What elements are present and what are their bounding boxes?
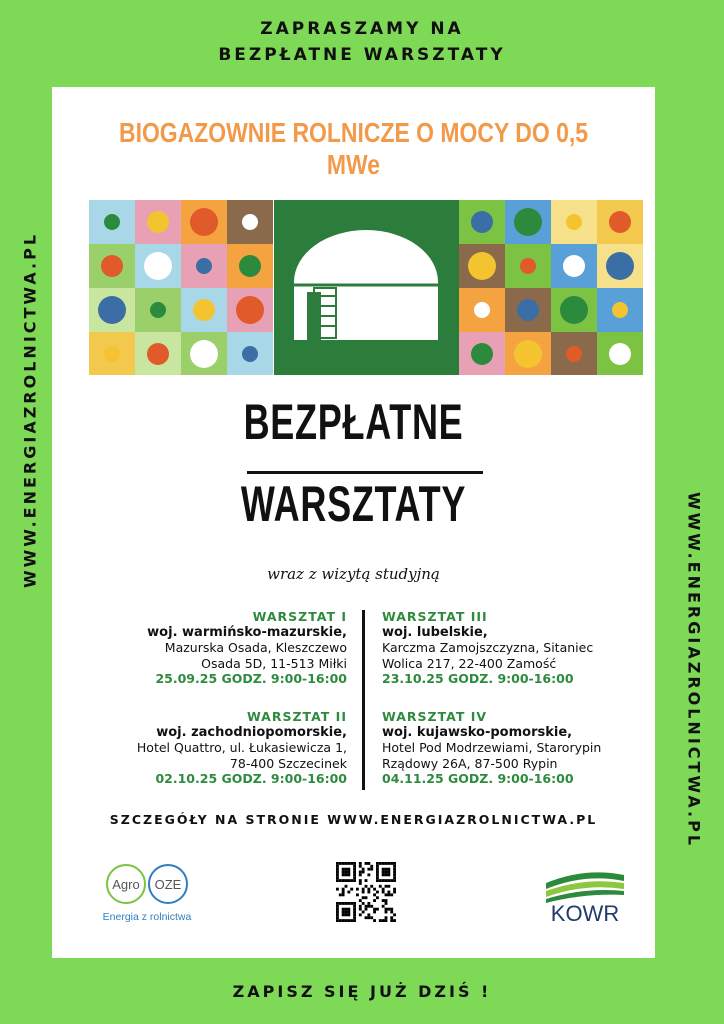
- mosaic-tile-icon: [563, 255, 585, 277]
- tagline: wraz z wizytą studyjną: [267, 565, 440, 583]
- mosaic-tile-icon: [98, 296, 126, 324]
- mosaic-tile-icon: [566, 214, 582, 230]
- mosaic-tile-icon: [242, 214, 258, 230]
- workshop-1: [87, 609, 347, 687]
- workshop-address: Wolica 217, 22-400 Zamość: [382, 655, 557, 671]
- kowr-logo: [540, 865, 630, 925]
- workshop-3: [382, 609, 642, 687]
- mosaic-tile-icon: [193, 299, 215, 321]
- biogas-plant-icon: [274, 200, 459, 375]
- workshop-4: [382, 709, 642, 787]
- workshop-heading: WARSZTAT II: [246, 709, 347, 724]
- agro-oze-logo: [92, 862, 202, 932]
- workshop-2: [87, 709, 347, 787]
- icon-mosaic: [89, 200, 644, 375]
- mosaic-tile-icon: [104, 214, 120, 230]
- workshop-divider: [362, 610, 365, 790]
- mosaic-tile-icon: [514, 340, 542, 368]
- side-url-right[interactable]: WWW.ENERGIAZROLNICTWA.PL: [684, 491, 704, 849]
- workshop-heading: WARSZTAT IV: [382, 709, 488, 724]
- svg-text:Energia z rolnictwa: Energia z rolnictwa: [102, 911, 192, 923]
- workshop-region: woj. warmińsko-mazurskie,: [147, 624, 347, 640]
- workshop-region: woj. kujawsko-pomorskie,: [382, 724, 573, 740]
- workshop-heading: WARSZTAT III: [382, 609, 488, 624]
- mosaic-tile-icon: [560, 296, 588, 324]
- mosaic-tile-icon: [190, 208, 218, 236]
- workshop-address: Hotel Pod Modrzewiami, Starorypin: [382, 740, 602, 755]
- mosaic-tile-icon: [147, 211, 169, 233]
- title-rule: [247, 471, 483, 474]
- mosaic-tile-icon: [606, 252, 634, 280]
- svg-text:Agro: Agro: [112, 877, 140, 892]
- top-banner: [0, 16, 724, 68]
- mosaic-tile-icon: [520, 258, 536, 274]
- side-url-left[interactable]: WWW.ENERGIAZROLNICTWA.PL: [20, 231, 40, 589]
- mosaic-tile-icon: [566, 346, 582, 362]
- workshop-region: woj. lubelskie,: [382, 624, 488, 640]
- mosaic-tile-icon: [104, 346, 120, 362]
- workshop-date: 25.09.25 GODZ. 9:00-16:00: [155, 671, 347, 686]
- workshop-region: woj. zachodniopomorskie,: [156, 724, 347, 740]
- mosaic-tile-icon: [147, 343, 169, 365]
- mosaic-tile-icon: [612, 302, 628, 318]
- details-link[interactable]: SZCZEGÓŁY NA STRONIE WWW.ENERGIAZROLNICTWA.PL: [109, 812, 598, 827]
- mosaic-tile-icon: [609, 343, 631, 365]
- svg-text:OZE: OZE: [154, 877, 182, 892]
- mosaic-tile-icon: [471, 343, 493, 365]
- subtitle: BIOGAZOWNIE ROLNICZE O MOCY DO 0,5 MWe: [118, 117, 589, 180]
- workshop-address: Rządowy 26A, 87-500 Rypin: [382, 755, 558, 771]
- mosaic-tile-icon: [471, 211, 493, 233]
- top-banner-line1: ZAPRASZAMY NA: [260, 19, 464, 39]
- mosaic-tile-icon: [236, 296, 264, 324]
- bottom-banner: ZAPISZ SIĘ JUŻ DZIŚ !: [232, 982, 492, 1001]
- mosaic-tile-icon: [242, 346, 258, 362]
- workshop-address: Mazurska Osada, Kleszczewo: [164, 640, 347, 655]
- workshop-date: 02.10.25 GODZ. 9:00-16:00: [155, 771, 347, 786]
- mosaic-tile-icon: [517, 299, 539, 321]
- mosaic-tile-icon: [468, 252, 496, 280]
- qr-code-icon[interactable]: [336, 862, 396, 922]
- workshop-heading: WARSZTAT I: [252, 609, 347, 624]
- mosaic-tile-icon: [190, 340, 218, 368]
- mosaic-tile-icon: [609, 211, 631, 233]
- mosaic-tile-icon: [474, 302, 490, 318]
- mosaic-tile-icon: [101, 255, 123, 277]
- mosaic-tile-icon: [150, 302, 166, 318]
- top-banner-line2: BEZPŁATNE WARSZTATY: [218, 45, 506, 65]
- svg-text:KOWR: KOWR: [550, 901, 620, 925]
- mosaic-tile-icon: [239, 255, 261, 277]
- workshop-address: Karczma Zamojszczyzna, Sitaniec: [382, 640, 594, 655]
- mosaic-tile-icon: [514, 208, 542, 236]
- workshop-address: Hotel Quattro, ul. Łukasiewicza 1,: [136, 740, 347, 755]
- mosaic-tile-icon: [196, 258, 212, 274]
- workshop-address: Osada 5D, 11-513 Miłki: [201, 655, 347, 671]
- hero-title-line2: WARSZTATY: [240, 476, 467, 532]
- workshop-date: 04.11.25 GODZ. 9:00-16:00: [382, 771, 574, 786]
- workshop-address: 78-400 Szczecinek: [229, 755, 347, 771]
- workshop-date: 23.10.25 GODZ. 9:00-16:00: [382, 671, 574, 686]
- mosaic-tile-icon: [144, 252, 172, 280]
- hero-title-line1: BEZPŁATNE: [243, 394, 464, 450]
- poster-card: [52, 87, 655, 958]
